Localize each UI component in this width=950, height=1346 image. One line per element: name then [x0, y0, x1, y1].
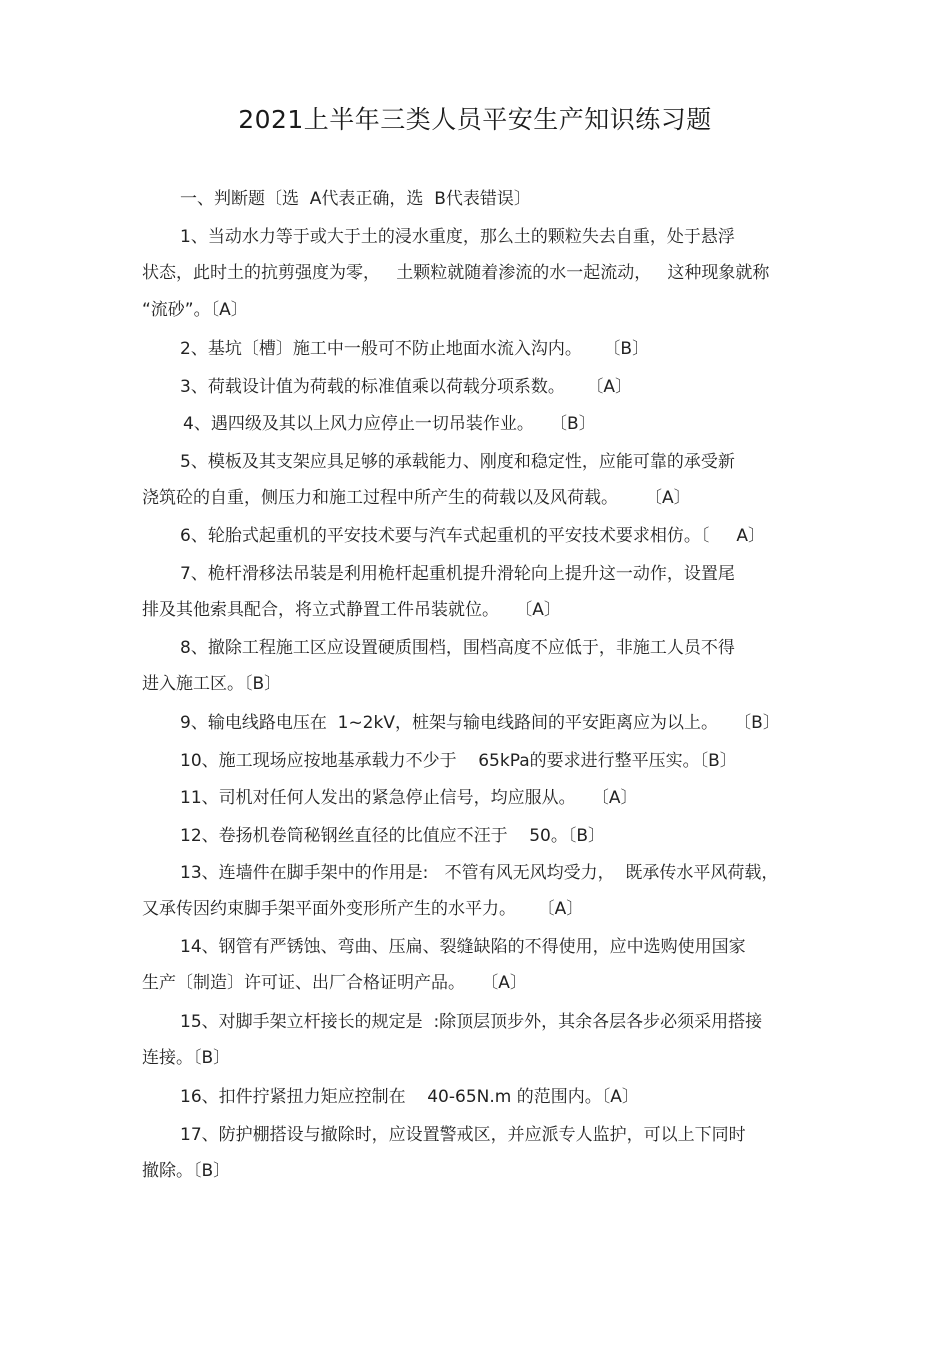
question-line: 排及其他索具配合，将立式静置工件吊装就位。 〔A〕 — [142, 600, 561, 620]
question-line: 状态，此时土的抗剪强度为零， 土颗粒就随着渗流的水一起流动， 这种现象就称 — [142, 263, 770, 283]
question-line: “流砂”。〔A〕 — [142, 300, 248, 320]
question-line: 6、轮胎式起重机的平安技术要与汽车式起重机的平安技术要求相仿。〔 A〕 — [180, 526, 765, 546]
question-line: 17、防护棚搭设与撤除时，应设置警戒区，并应派专人监护，可以上下同时 — [180, 1125, 746, 1145]
question-line: 11、司机对任何人发出的紧急停止信号，均应服从。 〔A〕 — [180, 788, 638, 808]
question-line: 12、卷扬机卷筒秘钢丝直径的比值应不汪于 50。〔B〕 — [180, 826, 606, 846]
question-line: 8、撤除工程施工区应设置硬质围档，围档高度不应低于，非施工人员不得 — [180, 638, 735, 658]
question-line: 2、基坑〔槽〕施工中一般可不防止地面水流入沟内。 〔B〕 — [180, 339, 650, 359]
question-line: 1、当动水力等于或大于土的浸水重度，那么土的颗粒失去自重，处于悬浮 — [180, 227, 735, 247]
question-line: 连接。〔B〕 — [142, 1048, 231, 1068]
question-line: 撤除。〔B〕 — [142, 1161, 231, 1181]
question-line: 10、施工现场应按地基承载力不少于 65kPa的要求进行整平压实。〔B〕 — [180, 751, 737, 771]
question-line: 5、模板及其支架应具足够的承载能力、刚度和稳定性，应能可靠的承受新 — [180, 452, 735, 472]
question-line: 13、连墙件在脚手架中的作用是: 不管有风无风均受力， 既承传水平风荷载， — [180, 863, 779, 883]
question-line: 7、桅杆滑移法吊装是利用桅杆起重机提升滑轮向上提升这一动作，设置尾 — [180, 564, 735, 584]
question-line: 浇筑砼的自重，侧压力和施工过程中所产生的荷载以及风荷载。 〔A〕 — [142, 488, 691, 508]
question-line: 9、输电线路电压在 1~2kV，桩架与输电线路间的平安距离应为以上。 〔B〕 — [180, 713, 780, 733]
question-line: 14、钢管有严锈蚀、弯曲、压扁、裂缝缺陷的不得使用，应中选购使用国家 — [180, 937, 746, 957]
document-title: 2021上半年三类人员平安生产知识练习题 — [238, 105, 712, 134]
question-line: 4、遇四级及其以上风力应停止一切吊装作业。 〔B〕 — [183, 414, 596, 434]
question-line: 16、扣件拧紧扭力矩应控制在 40-65N.m 的范围内。〔A〕 — [180, 1087, 639, 1107]
question-line: 3、荷载设计值为荷载的标准值乘以荷载分项系数。 〔A〕 — [180, 377, 633, 397]
section-heading: 一、判断题〔选 A代表正确，选 B代表错误〕 — [180, 189, 531, 209]
question-line: 进入施工区。〔B〕 — [142, 674, 282, 694]
question-line: 生产〔制造〕许可证、出厂合格证明产品。 〔A〕 — [142, 973, 527, 993]
question-line: 又承传因约束脚手架平面外变形所产生的水平力。 〔A〕 — [142, 899, 584, 919]
question-line: 15、对脚手架立杆接长的规定是 :除顶层顶步外，其余各层各步必须采用搭接 — [180, 1012, 763, 1032]
